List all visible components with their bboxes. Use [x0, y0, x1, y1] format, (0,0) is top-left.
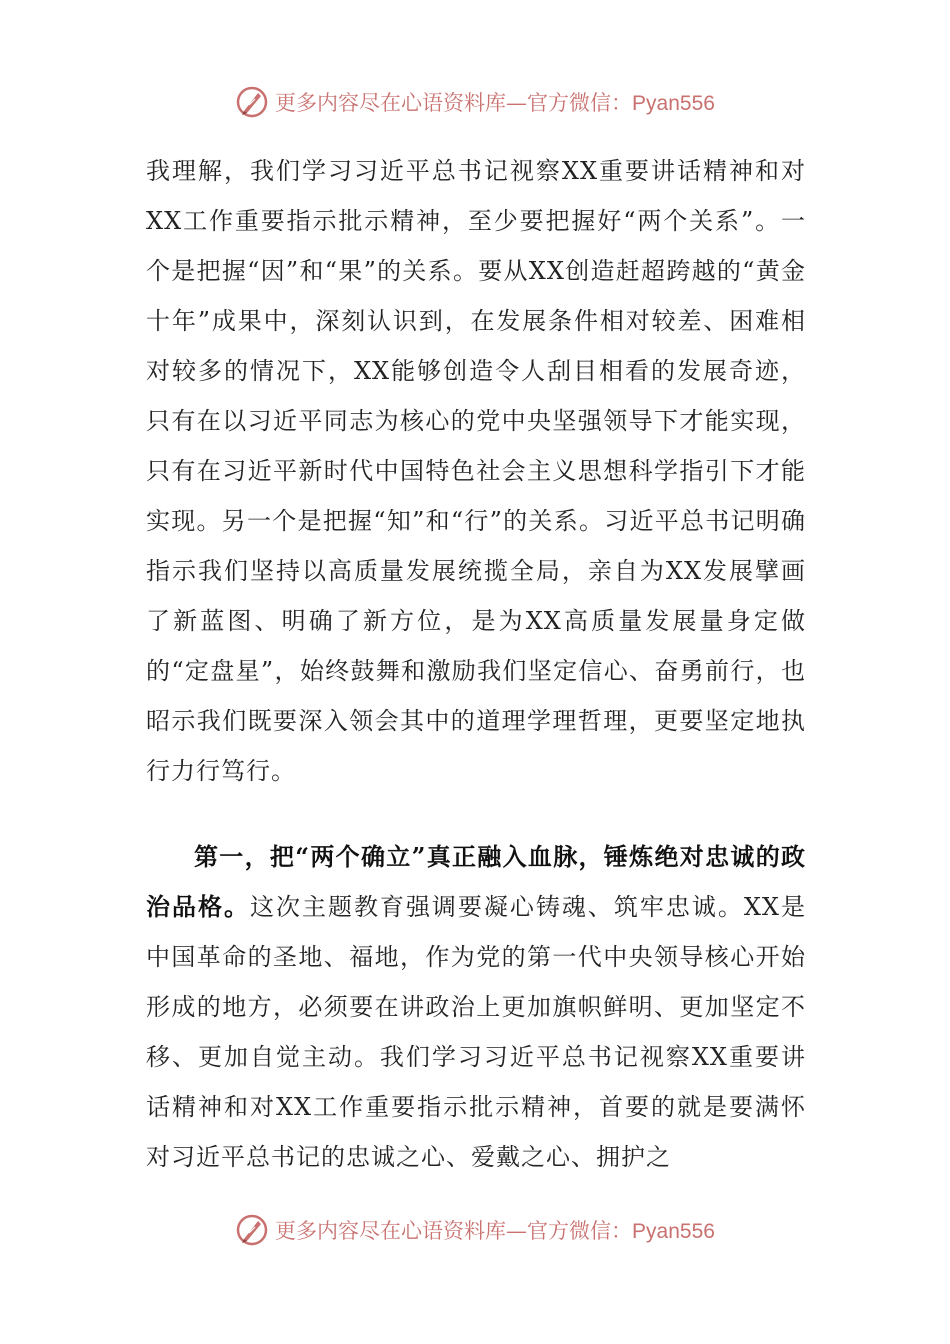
paragraph-2 [146, 832, 806, 1182]
footer-text: 更多内容尽在心语资料库—官方微信： [275, 1219, 633, 1243]
paragraph-2-text: 这次主题教育强调要凝心铸魂、筑牢忠诚。XX是中国革命的圣地、福地，作为党的第一代中央领导核心开始形成的地方，必须要在讲政治上更加旗帜鲜明、更加坚定不移、更加自觉主动。我们学习习近平总书记视察XX重要讲话精神和对XX工作重要指示批示精神，首要的就是要满怀对习近平总书记的忠诚之心、爱戴之心、拥护之 [146, 893, 807, 1171]
header-banner [0, 82, 950, 122]
header-banner-inner [235, 85, 715, 119]
quill-pen-logo [235, 85, 269, 119]
paragraph-1-text: 我理解，我们学习习近平总书记视察XX重要讲话精神和对XX工作重要指示批示精神，至少要把握好“两个关系”。一个是把握“因”和“果”的关系。要从XX创造赶超跨越的“黄金十年”成果中，深刻认识到，在发展条件相对较差、困难相对较多的情况下，XX能够创造令人刮目相看的发展奇迹，只有在以习近平同志为核心的党中央坚强领导下才能实现，只有在习近平新时代中国特色社会主义思想科学指引下才能实现。另一个是把握“知”和“行”的关系。习近平总书记明确指示我们坚持以高质量发展统揽全局，亲自为XX发展擘画了新蓝图、明确了新方位，是为XX高质量发展量身定做的“定盘星”，始终鼓舞和激励我们坚定信心、奋勇前行，也昭示我们既要深入领会其中的道理学理哲理，更要坚定地执行力行笃行。 [146, 157, 806, 785]
footer-banner-inner [235, 1213, 715, 1247]
quill-pen-logo [235, 1213, 269, 1247]
header-handle: Pyan556 [632, 92, 715, 115]
header-text: 更多内容尽在心语资料库—官方微信： [275, 91, 633, 115]
document-body [146, 146, 806, 1182]
footer-banner [0, 1210, 950, 1250]
paragraph-2-heading: 第一，把“两个确立”真正融入血脉，锤炼绝对忠诚的政治品格。 [146, 842, 806, 921]
footer-handle: Pyan556 [632, 1220, 715, 1243]
footer-banner-text [275, 1215, 715, 1245]
header-banner-text [275, 87, 715, 117]
paragraph-1 [146, 146, 806, 796]
